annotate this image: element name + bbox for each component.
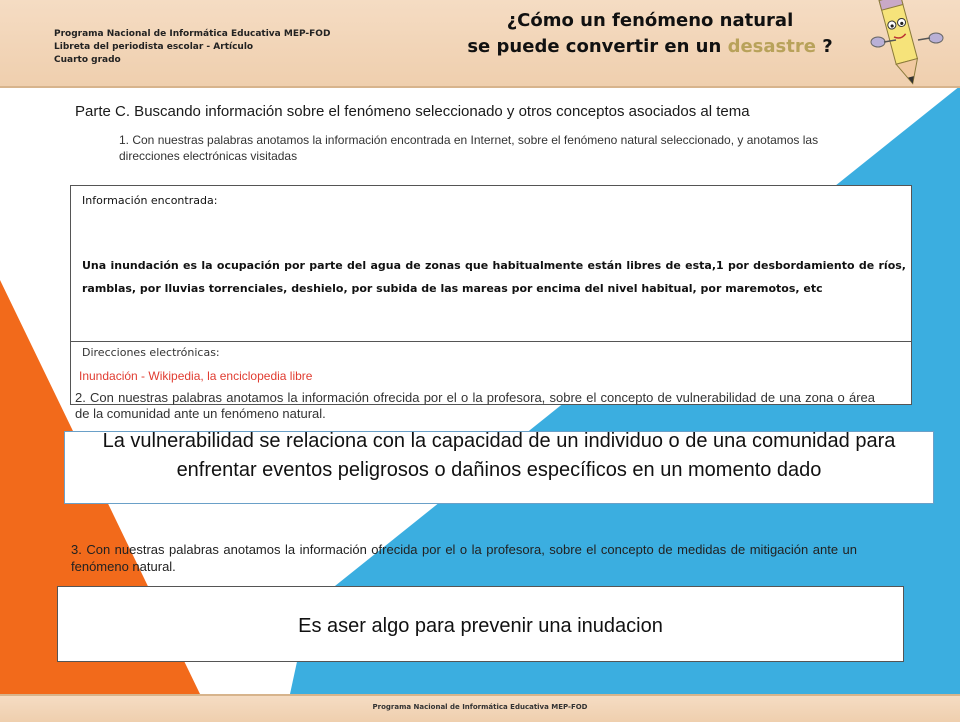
instruction-3: 3. Con nuestras palabras anotamos la información ofrecida por el o la profesora, sobre el concepto de medidas de mitigación ante un fenómeno natural. — [71, 542, 857, 574]
vulnerability-answer: La vulnerabilidad se relaciona con la capacidad de un individuo o de una comunidad para enfrentar eventos peligrosos o dañinos específicos en un momento dado — [102, 430, 896, 481]
instruction-2: 2. Con nuestras palabras anotamos la información ofrecida por el o la profesora, sobre el concepto de vulnerabilidad de una zona o área de la comunidad ante un fenómeno natural. — [75, 390, 875, 421]
info-found-box — [70, 185, 912, 405]
header-info — [54, 28, 330, 67]
program-name: Programa Nacional de Informática Educativa MEP-FOD — [54, 29, 331, 39]
mitigation-answer-box — [57, 586, 904, 662]
mitigation-answer: Es aser algo para prevenir una inudacion — [298, 615, 663, 637]
grade-label: Cuarto grado — [54, 55, 121, 65]
footer-band — [0, 694, 960, 722]
wikipedia-link[interactable]: Inundación - Wikipedia, la enciclopedia libre — [79, 369, 313, 383]
pencil-character-icon — [866, 0, 946, 86]
info-found-text: Una inundación es la ocupación por parte del agua de zonas que habitualmente están libres de esta,1 por desbordamiento de ríos, ramblas, por lluvias torrenciales, deshielo, por subida de las mareas por encima del nivel habitual, por maremotos, etc — [82, 259, 906, 295]
footer-text: Programa Nacional de Informática Educativa MEP-FOD — [372, 703, 588, 711]
info-found-section — [71, 186, 911, 342]
instruction-1: 1. Con nuestras palabras anotamos la información encontrada en Internet, sobre el fenómeno natural seleccionado, y anotamos las direcciones electrónicas visitadas — [119, 133, 819, 163]
directions-label: Direcciones electrónicas: — [82, 346, 220, 359]
notebook-name: Libreta del periodista escolar - Artículo — [54, 42, 254, 52]
title-line-2 — [430, 34, 870, 60]
info-found-label: Información encontrada: — [82, 194, 218, 207]
page-title — [430, 8, 870, 60]
title-line-1: ¿Cómo un fenómeno natural — [506, 10, 794, 31]
title-line-2-prefix: se puede convertir en un — [467, 36, 728, 57]
vulnerability-answer-box — [64, 431, 934, 504]
title-accent-word: desastre — [727, 36, 816, 57]
title-line-2-suffix: ? — [815, 36, 833, 57]
part-heading: Parte C. Buscando información sobre el fenómeno seleccionado y otros conceptos asociados al tema — [75, 103, 750, 120]
header-band — [0, 0, 960, 88]
